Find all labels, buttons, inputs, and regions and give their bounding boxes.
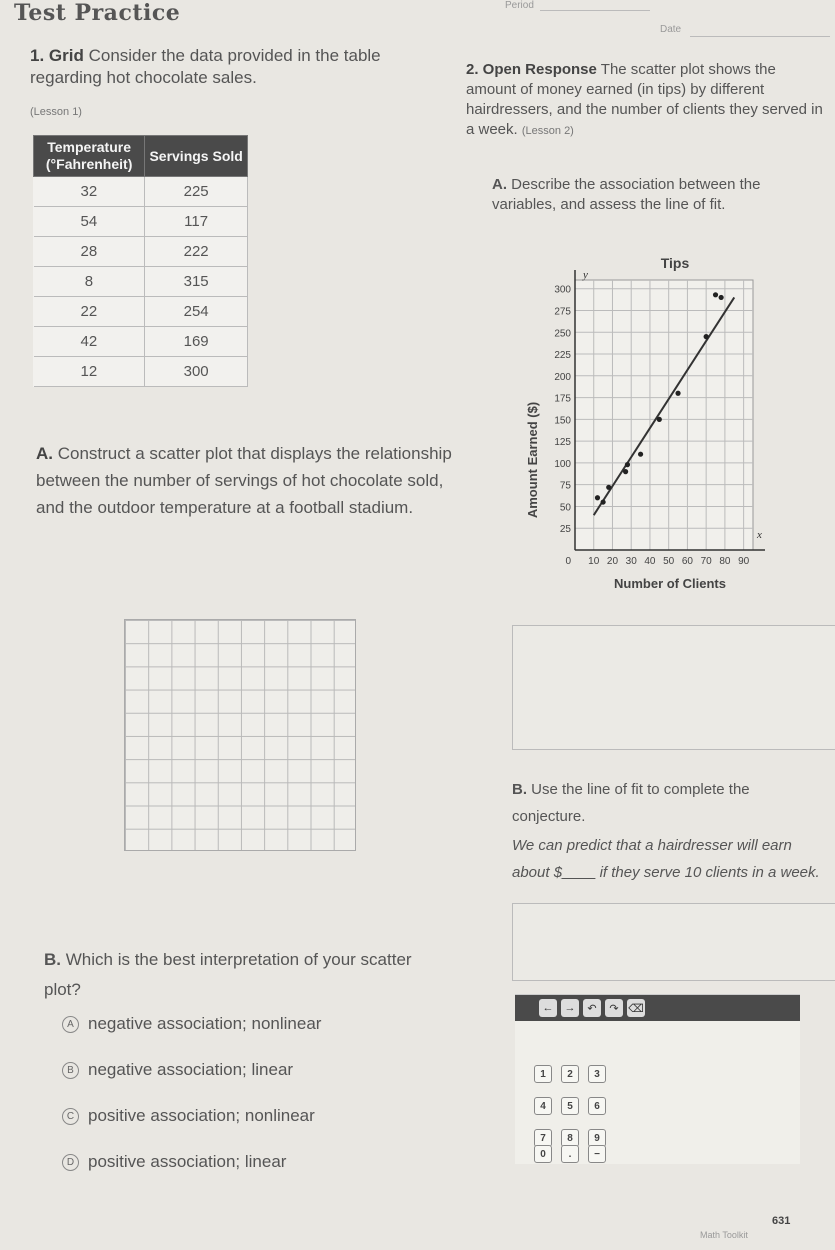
option-c-text: positive association; nonlinear: [88, 1106, 315, 1125]
y-tick-label: 75: [559, 480, 571, 492]
table-header-servings: Servings Sold: [145, 136, 248, 177]
data-point: [675, 391, 680, 396]
part-b-answer-box[interactable]: [512, 903, 835, 981]
servings-cell: 315: [145, 267, 248, 297]
temperature-cell: 22: [34, 297, 145, 327]
key-2[interactable]: 2: [561, 1065, 579, 1083]
y-tick-label: 25: [559, 524, 571, 536]
q2-part-b-letter: B.: [512, 781, 527, 798]
question-1-part-b: [44, 945, 444, 1005]
table-row: [34, 267, 248, 297]
table-row: [34, 297, 248, 327]
y-tick-label: 125: [554, 437, 571, 449]
servings-cell: 254: [145, 297, 248, 327]
option-c[interactable]: [62, 1106, 315, 1126]
key-negative[interactable]: −: [588, 1145, 606, 1163]
option-b-text: negative association; linear: [88, 1060, 294, 1079]
data-point: [719, 295, 724, 300]
table-row: [34, 327, 248, 357]
conjecture-blank[interactable]: ____: [562, 864, 596, 881]
data-point: [595, 495, 600, 500]
servings-cell: 222: [145, 237, 248, 267]
x-tick-label: 80: [719, 556, 731, 567]
date-line: [690, 36, 830, 37]
option-a-text: negative association; nonlinear: [88, 1014, 322, 1033]
question-2-text: The scatter plot shows the amount of money earned (in tips) by different hairdressers, and the number of clients they served in a week.: [466, 61, 823, 138]
date-label: Date: [660, 24, 682, 35]
scatter-plot-grid[interactable]: [124, 619, 356, 851]
option-d[interactable]: [62, 1152, 286, 1172]
table-row: [34, 207, 248, 237]
page-number: 631: [772, 1215, 791, 1227]
y-axis-symbol: y: [583, 269, 588, 281]
servings-cell: 225: [145, 177, 248, 207]
hot-chocolate-table: [33, 135, 248, 387]
option-b-bubble[interactable]: B: [62, 1062, 79, 1079]
undo-icon[interactable]: ↶: [583, 999, 601, 1017]
option-a-bubble[interactable]: A: [62, 1016, 79, 1033]
option-b[interactable]: [62, 1060, 293, 1080]
data-point: [625, 462, 630, 467]
option-d-text: positive association; linear: [88, 1152, 287, 1171]
y-tick-label: 50: [559, 502, 571, 514]
x-tick-label: 60: [681, 556, 693, 567]
part-a-answer-box[interactable]: [512, 625, 835, 750]
key-9[interactable]: 9: [588, 1129, 606, 1147]
x-tick-label: 10: [588, 556, 600, 567]
option-d-bubble[interactable]: D: [62, 1154, 79, 1171]
chart-x-label: Number of Clients: [614, 576, 726, 591]
y-tick-label: 225: [554, 350, 571, 362]
question-2: [466, 60, 826, 141]
x-tick-label: 90: [738, 556, 750, 567]
key-7[interactable]: 7: [534, 1129, 552, 1147]
servings-cell: 169: [145, 327, 248, 357]
part-b-text: Which is the best interpretation of your scatter plot?: [44, 950, 412, 999]
temperature-cell: 8: [34, 267, 145, 297]
x-tick-label: 40: [644, 556, 656, 567]
origin-label: 0: [565, 556, 571, 567]
servings-cell: 117: [145, 207, 248, 237]
table-row: [34, 237, 248, 267]
y-tick-label: 150: [554, 415, 571, 427]
key-4[interactable]: 4: [534, 1097, 552, 1115]
x-tick-label: 70: [700, 556, 712, 567]
y-tick-label: 300: [554, 284, 571, 296]
y-tick-label: 175: [554, 393, 571, 405]
chart-y-label: Amount Earned ($): [525, 401, 540, 519]
question-1-lead: 1. Grid: [30, 46, 84, 65]
q2-part-a-text: Describe the association between the variables, and assess the line of fit.: [492, 176, 761, 213]
data-point: [601, 499, 606, 504]
y-tick-label: 200: [554, 371, 571, 383]
key-6[interactable]: 6: [588, 1097, 606, 1115]
key-0[interactable]: 0: [534, 1145, 552, 1163]
temperature-cell: 32: [34, 177, 145, 207]
temperature-cell: 54: [34, 207, 145, 237]
conjecture-after: if they serve 10 clients in a week.: [595, 864, 820, 881]
table-body: [34, 177, 248, 387]
chart-gridlines: [575, 280, 753, 550]
data-point: [713, 292, 718, 297]
period-line: [540, 10, 650, 11]
table-row: [34, 357, 248, 387]
x-tick-label: 50: [663, 556, 675, 567]
option-a[interactable]: [62, 1014, 321, 1034]
key-1[interactable]: 1: [534, 1065, 552, 1083]
chart-title: Tips: [660, 255, 690, 271]
temperature-cell: 12: [34, 357, 145, 387]
question-2-lesson: (Lesson 2): [521, 125, 574, 137]
question-1-lesson: (Lesson 1): [30, 106, 82, 118]
q2-part-b-text: Use the line of fit to complete the conjecture.: [512, 781, 750, 825]
q2-part-a-letter: A.: [492, 176, 507, 193]
arrow-right-icon[interactable]: →: [561, 999, 579, 1017]
question-1: [30, 45, 440, 123]
number-keypad: [515, 994, 800, 1164]
question-2-part-a: [492, 175, 822, 215]
key-8[interactable]: 8: [561, 1129, 579, 1147]
question-1-text: Consider the data provided in the table regarding hot chocolate sales.: [30, 46, 381, 87]
redo-icon[interactable]: ↷: [605, 999, 623, 1017]
table-header-temperature: Temperature (°Fahrenheit): [34, 136, 145, 177]
x-tick-label: 30: [625, 556, 637, 567]
data-point: [704, 334, 709, 339]
conjecture-before: We can predict that a hairdresser will earn about $: [512, 837, 792, 881]
part-a-text: Construct a scatter plot that displays the relationship between the number of servings of hot chocolate sold, and the outdoor temperature at a football stadium.: [36, 444, 452, 517]
keypad-toolbar: [515, 995, 800, 1021]
servings-cell: 300: [145, 357, 248, 387]
y-tick-label: 250: [554, 328, 571, 340]
data-point: [623, 469, 628, 474]
chart-plot-area: [575, 280, 753, 550]
temperature-cell: 42: [34, 327, 145, 357]
backspace-icon[interactable]: ⌫: [627, 999, 645, 1017]
key-decimal[interactable]: .: [561, 1145, 579, 1163]
undo-left-icon[interactable]: ←: [539, 999, 557, 1017]
key-5[interactable]: 5: [561, 1097, 579, 1115]
tips-scatter-chart: [525, 250, 795, 595]
part-b-letter: B.: [44, 950, 61, 969]
x-tick-label: 20: [606, 556, 619, 567]
key-3[interactable]: 3: [588, 1065, 606, 1083]
page-title: Test Practice: [14, 0, 181, 26]
question-2-lead: 2. Open Response: [466, 61, 597, 78]
question-1-part-a: [36, 440, 466, 521]
data-point: [606, 485, 611, 490]
footer-text: Math Toolkit: [700, 1230, 748, 1240]
x-axis-symbol: x: [757, 529, 762, 541]
data-point: [657, 417, 662, 422]
period-label: Period: [505, 0, 534, 11]
y-tick-label: 100: [554, 458, 571, 470]
question-2-part-b: [512, 776, 827, 886]
data-point: [638, 452, 643, 457]
temperature-cell: 28: [34, 237, 145, 267]
table-row: [34, 177, 248, 207]
part-a-letter: A.: [36, 444, 53, 463]
y-tick-label: 275: [554, 306, 571, 318]
option-c-bubble[interactable]: C: [62, 1108, 79, 1125]
